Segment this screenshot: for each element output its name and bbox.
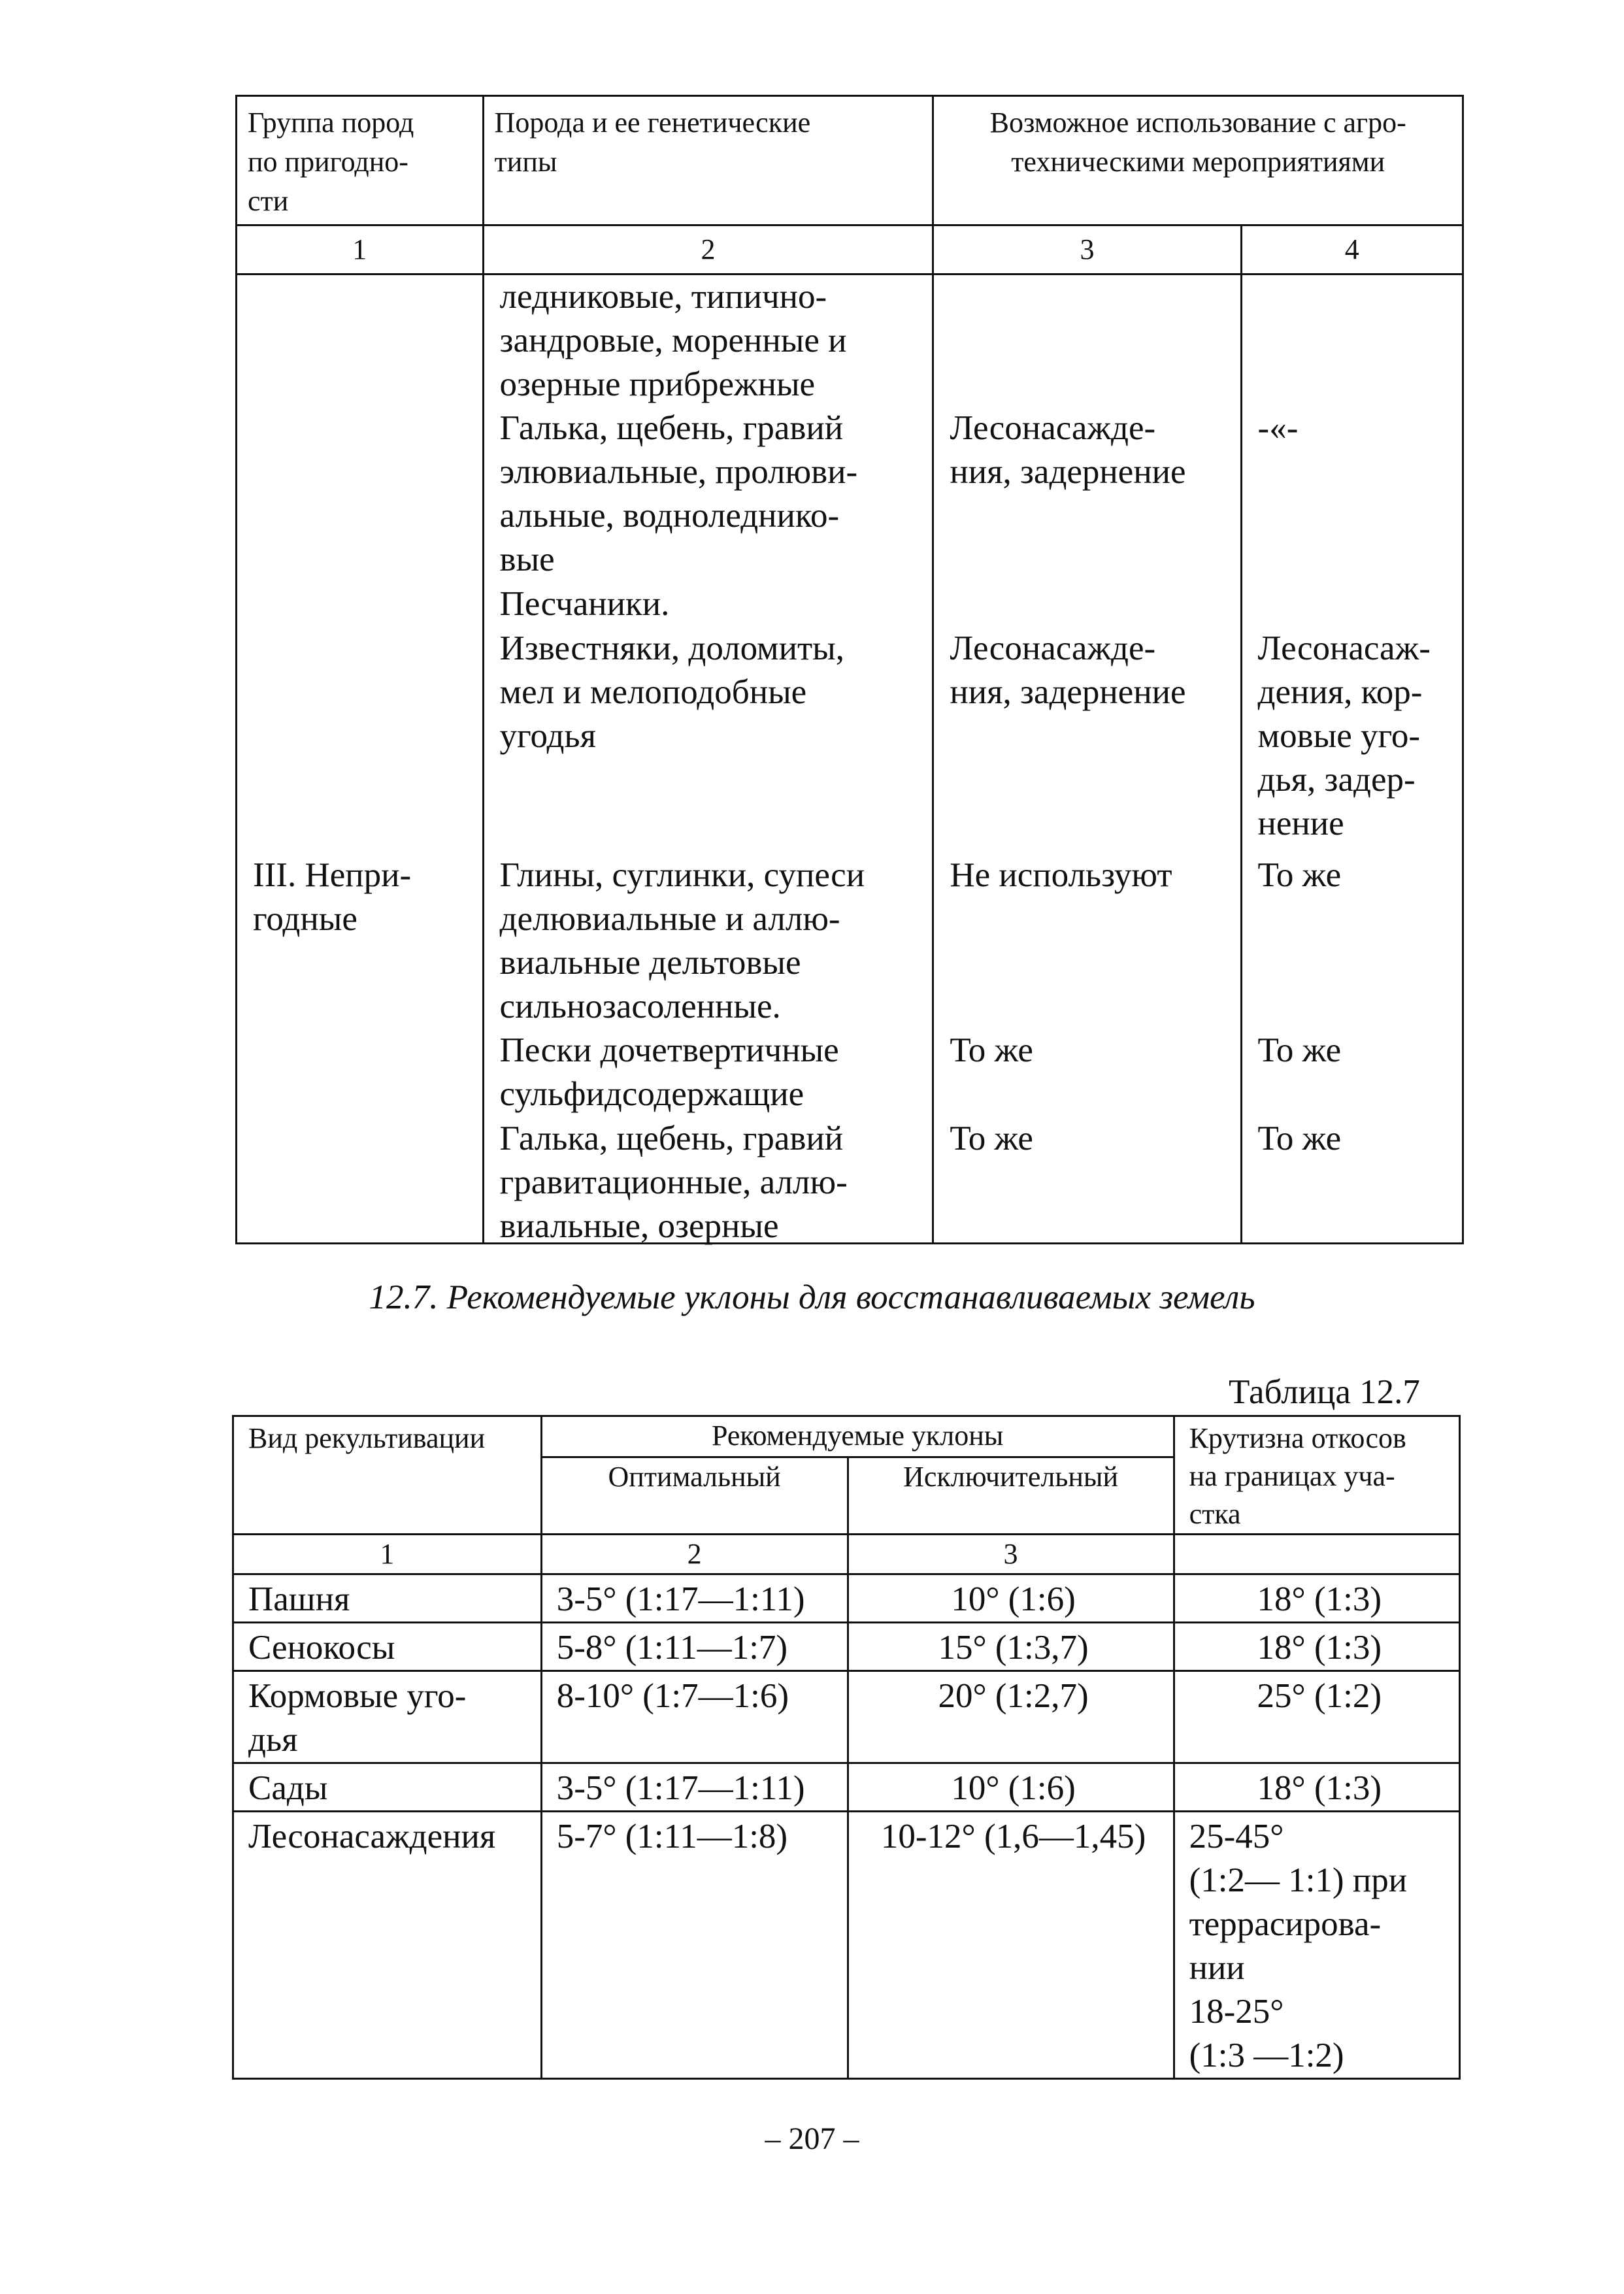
use-entry: То же: [1257, 1031, 1342, 1069]
reclamation-type: Лесонасаждения: [233, 1812, 542, 2079]
optimal-slope: 3-5° (1:17—1:11): [541, 1574, 848, 1623]
use-entry: Лесонасажде- ния, задернение: [950, 629, 1186, 711]
column-number: 1: [237, 225, 484, 274]
optimal-slope: 5-7° (1:11—1:8): [541, 1812, 848, 2079]
rock-entry: Глины, суглинки, супеси делювиальные и аллю- виальные дельтовые сильнозасоленные.: [499, 856, 865, 1025]
table-label: Таблица 12.7: [1229, 1373, 1420, 1411]
reclamation-type: Кормовые уго- дья: [233, 1671, 542, 1763]
use-entry: То же: [950, 1031, 1033, 1069]
header-possible-use: Возможное использование с агро- техническими мероприятиями: [933, 96, 1463, 225]
reclamation-type: Сады: [233, 1763, 542, 1812]
group-label: III. Непри- годные: [253, 856, 412, 938]
rock-entry: Пески дочетвертичные сульфидсодержащие: [499, 1031, 839, 1113]
optimal-slope: 8-10° (1:7—1:6): [541, 1671, 848, 1763]
suitability-table: [235, 95, 1464, 1244]
use-entry: То же: [1257, 856, 1342, 894]
table-row: [233, 1623, 1460, 1671]
page-number: – 207 –: [765, 2121, 859, 2156]
rock-entry: ледниковые, типично- зандровые, моренные и озерные прибрежные: [499, 278, 847, 403]
use-entry: Лесонасажде- ния, задернение: [950, 409, 1186, 491]
header-reclamation-type: Вид рекультивации: [233, 1416, 542, 1535]
column-number: 3: [933, 225, 1241, 274]
column-number: [1174, 1535, 1459, 1574]
header-rock-types: Порода и ее генетические типы: [483, 96, 933, 225]
exceptional-slope: 10° (1:6): [848, 1763, 1174, 1812]
rock-entry: Песчаники.: [499, 585, 670, 623]
rock-entry: Галька, щебень, гравий гравитационные, аллю- виальные, озерные: [499, 1120, 848, 1245]
exceptional-slope: 10° (1:6): [848, 1574, 1174, 1623]
use-column-4: [1241, 274, 1463, 1244]
reclamation-type: Сенокосы: [233, 1623, 542, 1671]
reclamation-type: Пашня: [233, 1574, 542, 1623]
rock-entry: Галька, щебень, гравий элювиальные, пролюви- альные, водноледнико- вые: [499, 409, 858, 578]
table-row: [233, 1574, 1460, 1623]
table-row: [233, 1763, 1460, 1812]
column-number: 4: [1241, 225, 1463, 274]
column-number: 1: [233, 1535, 542, 1574]
slope-steepness: 18° (1:3): [1174, 1574, 1459, 1623]
optimal-slope: 3-5° (1:17—1:11): [541, 1763, 848, 1812]
use-entry: То же: [1257, 1120, 1342, 1157]
exceptional-slope: 20° (1:2,7): [848, 1671, 1174, 1763]
exceptional-slope: 15° (1:3,7): [848, 1623, 1174, 1671]
header-slope-steepness: Крутизна откосов на границах уча- стка: [1174, 1416, 1459, 1535]
use-entry: Лесонасаж- дения, кор- мовые уго- дья, задер- нение: [1257, 629, 1431, 842]
slope-steepness: 18° (1:3): [1174, 1623, 1459, 1671]
column-number: 3: [848, 1535, 1174, 1574]
header-exceptional: Исключительный: [848, 1457, 1174, 1534]
header-recommended-slopes: Рекомендуемые уклоны: [541, 1416, 1174, 1457]
slope-steepness: 25° (1:2): [1174, 1671, 1459, 1763]
table-row: [233, 1812, 1460, 2079]
column-number: 2: [541, 1535, 848, 1574]
section-caption: 12.7. Рекомендуемые уклоны для восстанавливаемых земель: [369, 1278, 1255, 1316]
slope-steepness: 18° (1:3): [1174, 1763, 1459, 1812]
use-entry: То же: [950, 1120, 1033, 1157]
rock-column: [483, 274, 933, 1244]
header-optimal: Оптимальный: [541, 1457, 848, 1534]
slopes-table: [232, 1415, 1461, 2080]
column-number: 2: [483, 225, 933, 274]
optimal-slope: 5-8° (1:11—1:7): [541, 1623, 848, 1671]
rock-entry: Известняки, доломиты, мел и мелоподобные угодья: [499, 629, 844, 755]
group-column: [237, 274, 484, 1244]
use-entry: -«-: [1257, 409, 1299, 447]
header-rock-group: Группа пород по пригодно- сти: [237, 96, 484, 225]
use-entry: Не используют: [950, 856, 1172, 894]
use-column-3: [933, 274, 1241, 1244]
table-row: [233, 1671, 1460, 1763]
slope-steepness: 25-45° (1:2— 1:1) при террасирова- нии 18-25° (1:3 —1:2): [1174, 1812, 1459, 2079]
exceptional-slope: 10-12° (1,6—1,45): [848, 1812, 1174, 2079]
